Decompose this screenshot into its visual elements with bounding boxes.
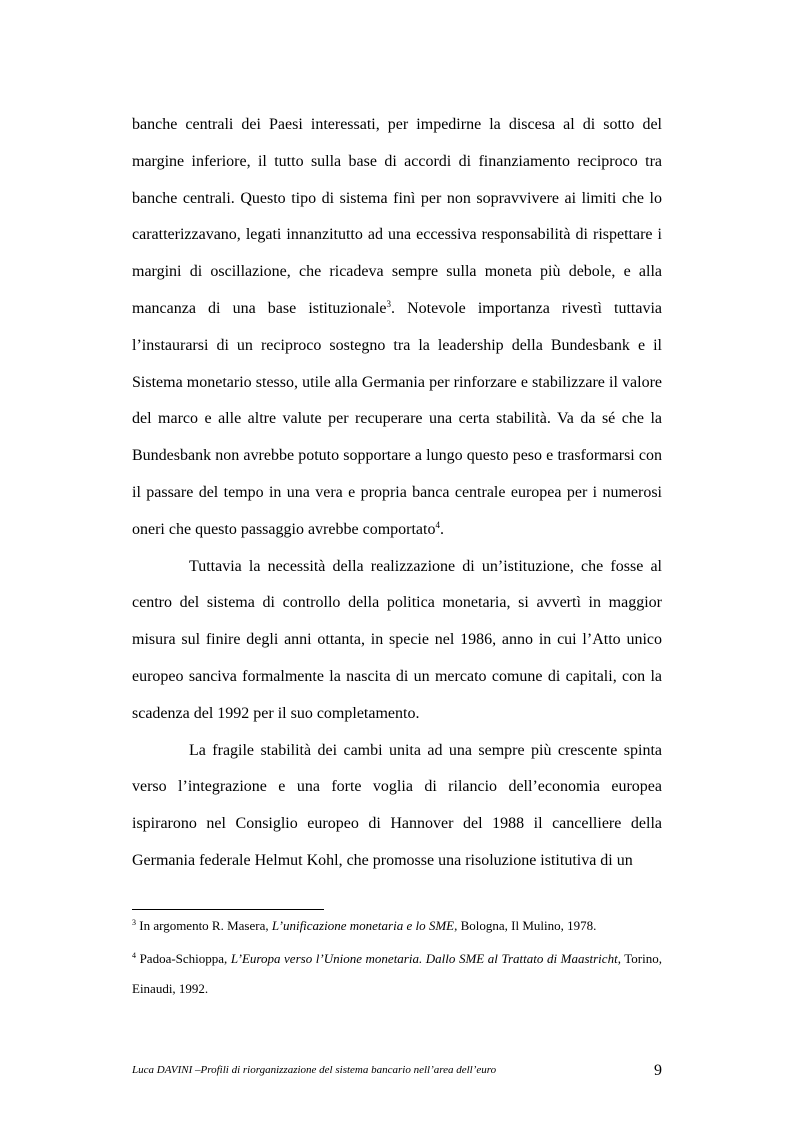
paragraph-1 [132,107,662,549]
footnote-3 [132,913,662,939]
main-text [132,107,662,880]
paragraph-3: La fragile stabilità dei cambi unita ad una sempre più crescente spinta verso l’integrazione e una forte voglia di rilancio dell’economia europea ispirarono nel Consiglio europeo di Hannover del 1988 il cancelliere della Germania federale Helmut Kohl, che promosse una risoluzione istitutiva di un [132,741,662,869]
footnote-3-mark: 3 [132,918,136,927]
footnote-4-post: , Torino, Einaudi, 1992. [132,951,662,996]
paragraph-1-text-a: banche centrali dei Paesi interessati, per impedirne la discesa al di sotto del margine inferiore, il tutto sulla base di accordi di finanziamento reciproco tra banche centrali. Questo tipo di sistema finì per non sopravvivere ai limiti che lo caratterizzavano, legati innanzitutto ad una eccessiva responsabilità di rispettare i margini di oscillazione, che ricadeva sempre sulla moneta più debole, e alla mancanza di una base istituzionale [132,116,662,317]
page-number: 9 [654,1062,662,1079]
footnote-4-title: L’Europa verso l’Unione monetaria. Dallo SME al Trattato di Maastricht [230,951,618,966]
footnote-ref-3: 3 [386,298,392,309]
footnote-3-title: L’unificazione monetaria e lo SME [271,918,455,933]
paragraph-1-text-c: . [439,520,444,538]
footnote-ref-4: 4 [435,519,440,530]
paragraph-2: Tuttavia la necessità della realizzazione di un’istituzione, che fosse al centro del sistema di controllo della politica monetaria, si avvertì in maggior misura sul finire degli anni ottanta, in specie nel 1986, anno in cui l’Atto unico europeo sanciva formalmente la nascita di un mercato comune di capitali, con la scadenza del 1992 per il suo completamento. [132,557,662,722]
footnotes [132,913,662,1004]
footnote-4-mark: 4 [132,951,136,960]
footnote-separator [132,909,324,910]
paragraph-1-text-b: . Notevole importanza rivestì tuttavia l’instaurarsi di un reciproco sostegno tra la leadership della Bundesbank e il Sistema monetario stesso, utile alla Germania per rinforzare e stabilizzare il valore del marco e alle altre valute per recuperare una certa stabilità. Va da sé che la Bundesbank non avrebbe potuto sopportare a lungo questo peso e trasformarsi con il passare del tempo in una vera e propria banca centrale europea per i numerosi oneri che questo passaggio avrebbe comportato [132,299,662,538]
footnote-4 [132,944,662,1004]
footnote-4-pre: Padoa-Schioppa, [136,951,231,966]
footnote-3-pre: In argomento R. Masera, [136,918,272,933]
running-footer: Luca DAVINI –Profili di riorganizzazione del sistema bancario nell’area dell’euro [132,1064,497,1076]
footnote-3-post: , Bologna, Il Mulino, 1978. [454,918,597,933]
